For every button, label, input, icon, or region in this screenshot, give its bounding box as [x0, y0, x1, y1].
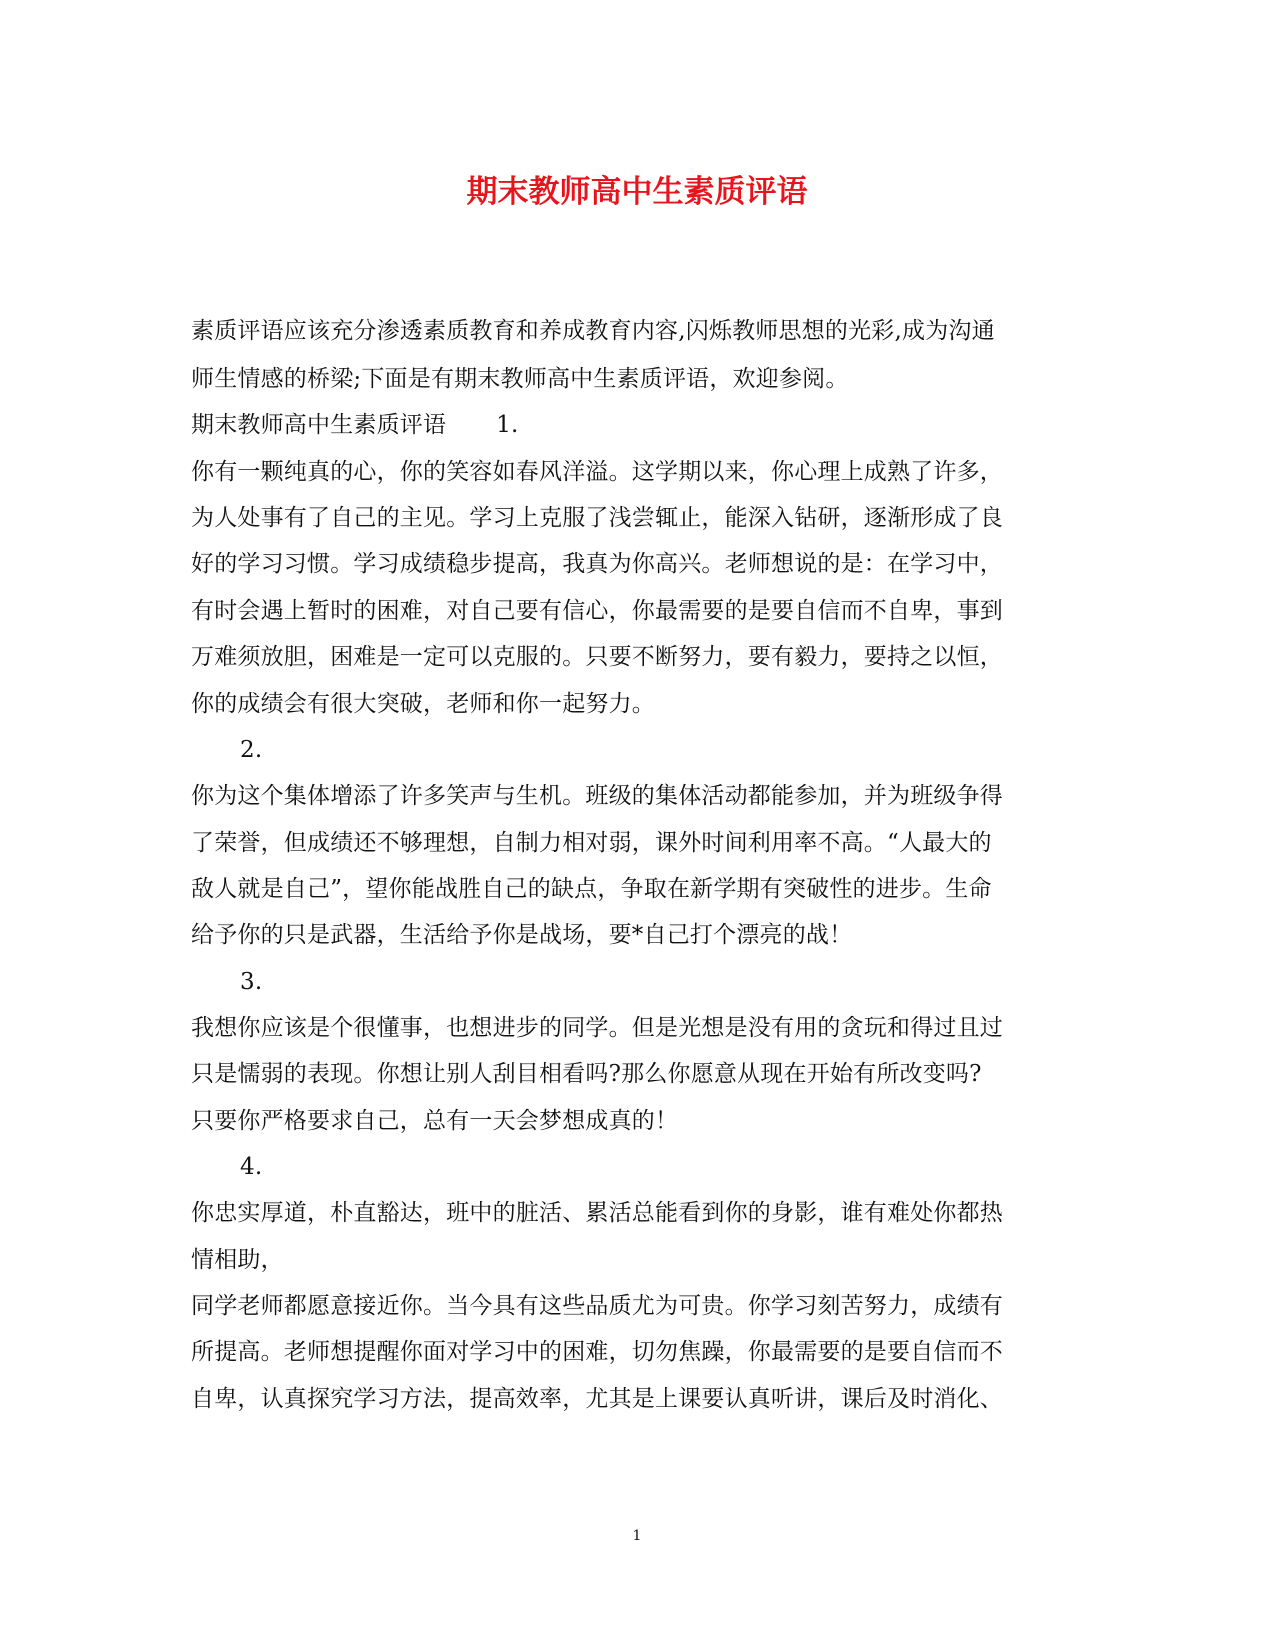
text-line: 为人处事有了自己的主见。学习上克服了浅尝辄止，能深入钻研，逐渐形成了良 — [191, 505, 1003, 531]
text-line: 你忠实厚道，朴直豁达，班中的脏活、累活总能看到你的身影，谁有难处你都热 — [191, 1200, 1003, 1226]
text-line: 好的学习习惯。学习成绩稳步提高，我真为你高兴。老师想说的是：在学习中， — [191, 551, 1003, 577]
item-number: 2. — [240, 737, 263, 763]
text-line: 你为这个集体增添了许多笑声与生机。班级的集体活动都能参加，并为班级争得 — [191, 783, 1003, 809]
document-title: 期末教师高中生素质评语 — [466, 174, 808, 210]
text-line: 素质评语应该充分渗透素质教育和养成教育内容,闪烁教师思想的光彩,成为沟通 — [191, 318, 995, 344]
text-line: 你的成绩会有很大突破，老师和你一起努力。 — [191, 691, 655, 717]
text-line: 我想你应该是个很懂事，也想进步的同学。但是光想是没有用的贪玩和得过且过 — [191, 1015, 1003, 1041]
text-line: 只要你严格要求自己，总有一天会梦想成真的！ — [191, 1108, 679, 1134]
text-line: 只是懦弱的表现。你想让别人刮目相看吗?那么你愿意从现在开始有所改变吗? — [191, 1061, 982, 1087]
section-heading-label: 期末教师高中生素质评语 — [191, 412, 447, 438]
text-line: 有时会遇上暂时的困难，对自己要有信心，你最需要的是要自信而不自卑，事到 — [191, 598, 1003, 624]
item-number: 1. — [496, 412, 519, 438]
text-line: 情相助， — [191, 1247, 284, 1273]
item-number: 4. — [240, 1154, 263, 1180]
item-number: 3. — [240, 969, 263, 995]
text-line: 给予你的只是武器，生活给予你是战场，要*自己打个漂亮的战！ — [191, 922, 853, 948]
text-line: 你有一颗纯真的心，你的笑容如春风洋溢。这学期以来，你心理上成熟了许多， — [191, 459, 1003, 485]
section-heading — [191, 410, 519, 440]
text-line: 自卑，认真探究学习方法，提高效率，尤其是上课要认真听讲，课后及时消化、 — [191, 1386, 1003, 1412]
text-line: 万难须放胆，困难是一定可以克服的。只要不断努力，要有毅力，要持之以恒， — [191, 644, 1003, 670]
page-number: 1 — [632, 1528, 642, 1544]
text-line: 所提高。老师想提醒你面对学习中的困难，切勿焦躁，你最需要的是要自信而不 — [191, 1339, 1003, 1365]
text-line: 了荣誉，但成绩还不够理想，自制力相对弱，课外时间利用率不高。“人最大的 — [191, 830, 992, 856]
text-line: 敌人就是自己”，望你能战胜自己的缺点，争取在新学期有突破性的进步。生命 — [191, 876, 992, 902]
text-line: 同学老师都愿意接近你。当今具有这些品质尤为可贵。你学习刻苦努力，成绩有 — [191, 1293, 1003, 1319]
text-line: 师生情感的桥梁;下面是有期末教师高中生素质评语，欢迎参阅。 — [191, 366, 849, 392]
